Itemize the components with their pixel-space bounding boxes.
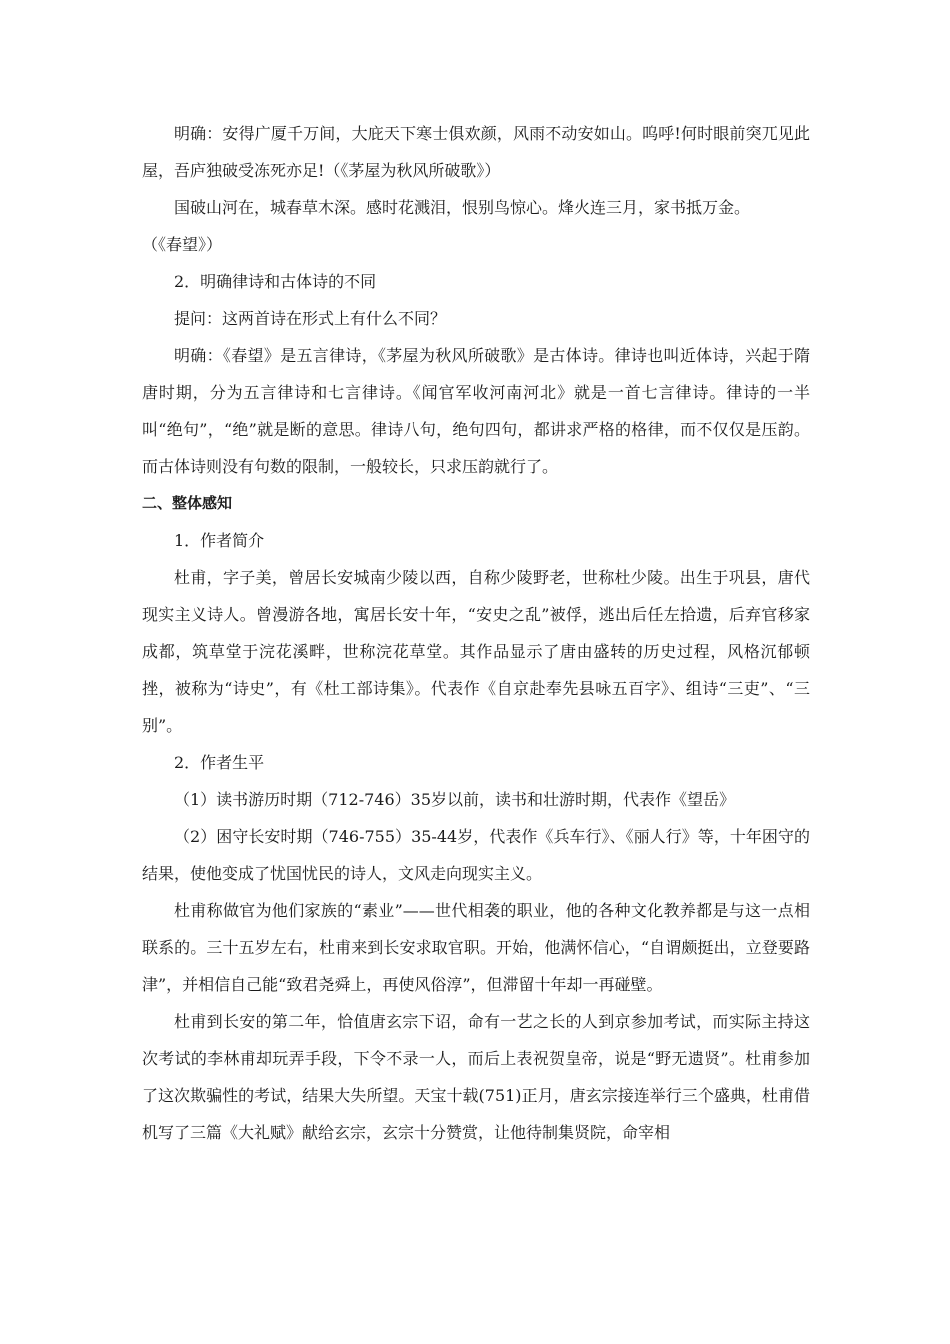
section-heading-overall: 二、整体感知 [142,494,233,512]
paragraph-answer-lvshi: 明确：《春望》是五言律诗，《茅屋为秋风所破歌》是古体诗。律诗也叫近体诗，兴起于隋唐时期，分为五言律诗和七言律诗。《闻官军收河南河北》就是一首七言律诗。律诗的一半叫“绝句”，“绝”就是断的意思。律诗八句，绝句四句，都讲求严格的格律，而不仅仅是压韵。而古体诗则没有句数的限制，一般较长，只求压韵就行了。 [142,346,810,476]
document-body [142,115,810,1151]
paragraph-chunwang-title: （《春望》） [142,235,223,254]
paragraph-exam: 杜甫到长安的第二年，恰值唐玄宗下诏，命有一艺之长的人到京参加考试，而实际主持这次考试的李林甫却玩弄手段，下令不录一人，而后上表祝贺皇帝，说是“野无遗贤”。杜甫参加了这次欺骗性的考试，结果大失所望。天宝十载(751)正月，唐玄宗接连举行三个盛典，杜甫借机写了三篇《大礼赋》献给玄宗，玄宗十分赞赏，让他待制集贤院，命宰相 [142,1012,810,1142]
paragraph-life-period-2: （2）困守长安时期（746-755）35-44岁，代表作《兵车行》、《丽人行》等，十年困守的结果，使他变成了忧国忧民的诗人，文风走向现实主义。 [142,827,810,883]
paragraph-quote-chunwang: 国破山河在，城春草木深。感时花溅泪，恨别鸟惊心。烽火连三月，家书抵万金。 [174,198,751,217]
paragraph-quote-maowu: 明确：安得广厦千万间，大庇天下寒士俱欢颜，风雨不动安如山。呜呼!何时眼前突兀见此屋，吾庐独破受冻死亦足!（《茅屋为秋风所破歌》） [142,124,810,180]
paragraph-life-period-1: （1）读书游历时期（712-746）35岁以前，读书和壮游时期，代表作《望岳》 [174,790,736,809]
paragraph-author-intro: 杜甫，字子美，曾居长安城南少陵以西，自称少陵野老，世称杜少陵。出生于巩县，唐代现实主义诗人。曾漫游各地，寓居长安十年，“安史之乱”被俘，逃出后任左拾遗，后弃官移家成都，筑草堂于浣花溪畔，世称浣花草堂。其作品显示了唐由盛转的历史过程，风格沉郁顿挫，被称为“诗史”，有《杜工部诗集》。代表作《自京赴奉先县咏五百字》、组诗“三吏”、“三别”。 [142,568,810,735]
paragraph-family-suye: 杜甫称做官为他们家族的“素业”——世代相袭的职业，他的各种文化教养都是与这一点相联系的。三十五岁左右，杜甫来到长安求取官职。开始，他满怀信心，“自谓颇挺出，立登要路津”，并相信自己能“致君尧舜上，再使风俗淳”，但滞留十年却一再碰壁。 [142,901,810,994]
subheading-poetry-difference: 2．明确律诗和古体诗的不同 [174,272,377,291]
subheading-author-life: 2．作者生平 [174,753,265,772]
subheading-author-intro: 1．作者简介 [174,531,265,550]
paragraph-question: 提问：这两首诗在形式上有什么不同？ [174,309,447,328]
